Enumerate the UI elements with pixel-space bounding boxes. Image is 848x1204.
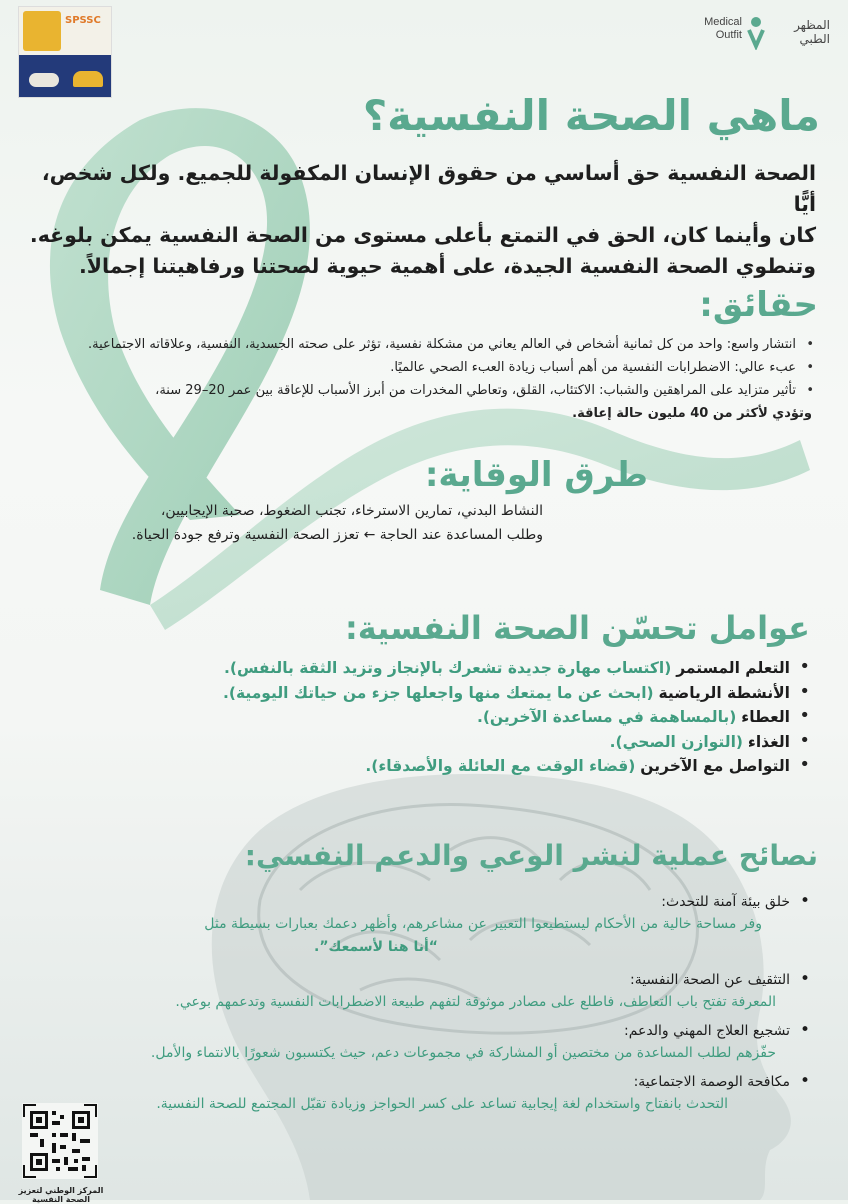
- tip-item: [18, 969, 818, 1014]
- brand-name-ar: المظهر الطبي: [794, 18, 830, 46]
- factor-item: [38, 705, 818, 730]
- factor-value: (قضاء الوقت مع العائلة والأصدقاء).: [365, 757, 636, 775]
- partner-logo-text: SPSSC: [65, 15, 101, 26]
- factors-title: عوامل تحسّن الصحة النفسية:: [344, 609, 810, 647]
- factor-item: [38, 754, 818, 779]
- prevention-line: وطلب المساعدة عند الحاجة ← تعزز الصحة النفسية وترفع جودة الحياة.: [131, 527, 543, 543]
- prevention-title: طرق الوقاية:: [424, 455, 648, 495]
- tips-list: [18, 891, 818, 1116]
- brand-logo: [690, 14, 830, 54]
- tip-item: [18, 891, 818, 959]
- qr-code[interactable]: [22, 1103, 98, 1179]
- partner-logo-pill-icon: [29, 73, 59, 87]
- tip-detail: وفر مساحة خالية من الأحكام ليستطيعوا التعبير عن مشاعرهم، وأظهر دعمك بعبارات بسيطة مثل: [204, 916, 762, 932]
- tip-detail: “أنا هنا لأسمعك”.: [314, 939, 438, 955]
- factors-list: [38, 656, 818, 779]
- factor-key: التواصل مع الآخرين: [640, 757, 790, 775]
- tip-detail: التحدث بانفتاح واستخدام لغة إيجابية تساعد على كسر الحواجز وزيادة تقبّل المجتمع للصحة النفسية.: [156, 1096, 728, 1112]
- factor-value: (اكتساب مهارة جديدة تشعرك بالإنجاز وتزيد الثقة بالنفس).: [224, 659, 672, 677]
- tip-detail: المعرفة تفتح باب التعاطف، فاطلع على مصادر موثوقة لتفهم طبيعة الاضطرابات النفسية وتدعمهم بوعي.: [175, 994, 776, 1010]
- fact-item: • عبء عالي: الاضطرابات النفسية من أهم أسباب زيادة العبء الصحي عالميًا.: [18, 356, 818, 379]
- intro-line: كان وأينما كان، الحق في التمتع بأعلى مستوى من الصحة النفسية يمكن بلوغه.: [29, 223, 816, 247]
- footer-org-name: المركز الوطني لتعزيز الصحة النفسية: [18, 1186, 104, 1204]
- brand-name-en: Medical Outfit: [704, 16, 742, 41]
- tip-detail: حفّزهم لطلب المساعدة من مختصين أو المشاركة في مجموعات دعم، حيث يكتسبون شعورًا بالانتماء والأمل.: [150, 1045, 776, 1061]
- prevention-line: النشاط البدني، تمارين الاسترخاء، تجنب الضغوط، صحبة الإيجابيين،: [160, 503, 543, 519]
- facts-list: [18, 333, 818, 425]
- factor-value: (التوازن الصحي).: [609, 732, 743, 751]
- factor-item: [38, 656, 818, 681]
- tip-item: [18, 1020, 818, 1065]
- fact-item: • انتشار واسع: واحد من كل ثمانية أشخاص في العالم يعاني من مشكلة نفسية، تؤثر على صحته الجسدية، النفسية، وعلاقاته الاجتماعية.: [18, 333, 818, 356]
- tip-item: [18, 1071, 818, 1116]
- tips-title: نصائح عملية لنشر الوعي والدعم النفسي:: [244, 839, 818, 872]
- intro-line: الصحة النفسية حق أساسي من حقوق الإنسان المكفولة للجميع. ولكل شخص، أيًّا: [41, 161, 816, 216]
- tip-heading: • التثقيف عن الصحة النفسية:: [18, 969, 818, 991]
- intro-title: ماهي الصحة النفسية؟: [362, 91, 820, 140]
- partner-logo: [18, 6, 112, 98]
- qr-code-graphic: [22, 1103, 98, 1179]
- factor-key: الأنشطة الرياضية: [658, 683, 790, 702]
- intro-paragraph: [26, 158, 816, 282]
- tip-heading: • تشجيع العلاج المهني والدعم:: [18, 1020, 818, 1042]
- factor-key: التعلم المستمر: [676, 659, 790, 677]
- partner-logo-people-icon: [73, 71, 103, 87]
- fact-item: • تأثير متزايد على المراهقين والشباب: الاكتئاب، القلق، وتعاطي المخدرات من أبرز الأسباب للإعاقة بين عمر 20–29 سنة،: [18, 379, 818, 402]
- facts-title: حقائق:: [699, 285, 818, 325]
- factor-key: الغذاء: [747, 732, 790, 751]
- prevention-text: [23, 499, 543, 547]
- factor-item: [38, 730, 818, 755]
- brand-mark-icon: [746, 16, 766, 50]
- factor-key: العطاء: [741, 708, 790, 726]
- tip-heading: • خلق بيئة آمنة للتحدث:: [18, 891, 818, 913]
- factor-item: [38, 681, 818, 706]
- intro-line: وتنطوي الصحة النفسية الجيدة، على أهمية حيوية لصحتنا ورفاهيتنا إجمالاً.: [79, 254, 816, 278]
- fact-item-continuation: وتؤدي لأكثر من 40 مليون حالة إعاقة.: [572, 406, 812, 421]
- tip-heading: • مكافحة الوصمة الاجتماعية:: [18, 1071, 818, 1093]
- factor-value: (بالمساهمة في مساعدة الآخرين).: [476, 708, 737, 726]
- factor-value: (ابحث عن ما يمتعك منها واجعلها جزء من حياتك اليومية).: [223, 683, 654, 702]
- partner-logo-map-icon: [23, 11, 61, 51]
